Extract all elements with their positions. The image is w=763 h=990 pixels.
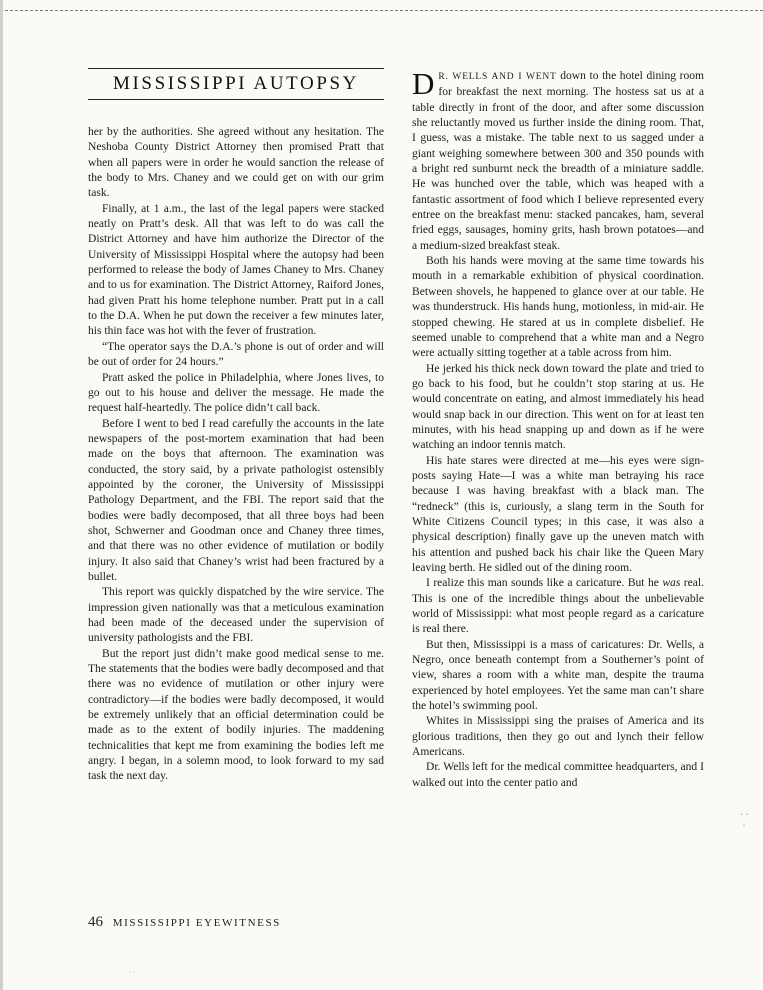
column-right-paragraphs xyxy=(412,254,704,791)
page-top-edge xyxy=(0,0,763,11)
paragraph: I realize this man sounds like a caricature. But he was real. This is one of the incredible things about the unbelievable world of Mississippi: what most people regard as a caricature is real there. xyxy=(412,577,704,636)
paragraph: But the report just didn’t make good medical sense to me. The statements that the bodies were badly decomposed and that there was no evidence of mutilation or other injury were contradictory—if the bodies were badly decomposed, it would be extremely unlikely that an official determination could be made as to the extent of bodily injuries. The maddening technicalities that kept me from examining the bodies left me angry. I began, in a solemn mood, to look forward to my sad task the next day. xyxy=(88,647,384,783)
lead-paragraph xyxy=(412,66,704,254)
drop-cap: D xyxy=(412,66,435,101)
paragraph: His hate stares were directed at me—his eyes were sign-posts saying Hate—I was a white man betraying his race because I was having breakfast with a black man. The “redneck” (this is, curiously, a slang term in the South for White Citizens Council types; in this case, it was also a physical description) finally gave up the uneven match with his attention and pushed back his chair like the Queen Mary leaving berth. He sidled out of the dining room. xyxy=(412,454,704,574)
paragraph: Finally, at 1 a.m., the last of the legal papers were stacked neatly on Pratt’s desk. All that was left to do was call the District Attorney and have him authorize the Director of the University of Mississippi Hospital where the autopsy had been performed to release the body of James Chaney to Mrs. Chaney and to us for examination. The District Attorney, Raiford Jones, had given Pratt his home telephone number. Pratt put in a call to the D.A. When he put down the receiver a few minutes later, his thin face was hot with the fever of frustration. xyxy=(88,202,384,338)
paragraph: her by the authorities. She agreed without any hesitation. The Neshoba County District Attorney then promised Pratt that when all papers were in order he would sanction the release of the body to Mrs. Chaney and we could get on with our grim task. xyxy=(88,126,384,200)
paragraph: “The operator says the D.A.’s phone is out of order and will be out of order for 24 hours.” xyxy=(88,340,384,369)
page-left-edge xyxy=(0,0,3,990)
paragraph: Both his hands were moving at the same time towards his mouth in a remarkable exhibition of physical coordination. Between shovels, he happened to glance over at our table. He was thunderstruck. His hands hung, motionless, in mid-air. He stopped chewing. He stared at us in complete disbelief. He seemed unable to comprehend that a white man and a Negro were actually sitting together at a table across from him. xyxy=(412,255,704,360)
page-number: 46 xyxy=(88,914,103,930)
publication-name: MISSISSIPPI EYEWITNESS xyxy=(112,917,281,929)
paragraph: Pratt asked the police in Philadelphia, where Jones lives, to go out to his house and deliver the message. He made the request half-heartedly. The police didn’t call back. xyxy=(88,371,384,415)
page-footer xyxy=(88,914,281,931)
column-right-body xyxy=(412,66,704,791)
scan-specks-bottom: · · xyxy=(128,968,136,977)
paragraph: Before I went to bed I read carefully the accounts in the late newspapers of the post-mortem examination that had been made on the boys that afternoon. The examination was conducted, the story said, by a private pathologist ostensibly appointed by the coroner, the University of Mississippi Pathology Department, and the FBI. The report said that the bodies were badly decomposed, that all three boys had been shot, Schwerner and Goodman once and Chaney three times, and that there was no other evidence of mutilation or bodily injury. It also said that Chaney’s wrist had been fractured by a bullet. xyxy=(88,417,384,583)
article-heading: MISSISSIPPI AUTOPSY xyxy=(88,68,384,100)
scan-specks: · · · xyxy=(739,810,749,832)
paragraph: But then, Mississippi is a mass of caricatures: Dr. Wells, a Negro, once beneath contempt from a Southerner’s point of view, shares a room with a white man, despite the trauma experienced by hotel employees. Yet the same man can’t share the hotel’s swimming pool. xyxy=(412,638,704,713)
column-left-body xyxy=(88,125,384,785)
emphasis: was xyxy=(662,577,681,590)
paragraph: Dr. Wells left for the medical committee headquarters, and I walked out into the center patio and xyxy=(412,761,704,789)
lead-smallcaps: R. WELLS AND I WENT xyxy=(438,72,557,82)
paragraph: Whites in Mississippi sing the praises of America and its glorious traditions, then they go out and lynch their fellow Americans. xyxy=(412,715,704,759)
lead-text: down to the hotel dining room for breakfast the next morning. The hostess sat us at a table directly in front of the door, and after some discussion she reluctantly moved us further inside the dining room. That, I guess, was a mistake. The table next to us sagged under a giant weighing somewhere between 300 and 350 pounds with a bright red sunburnt neck the breadth of a miniature saddle. He was hunched over the table, which was heaped with a fantastic assortment of food which I believe represented every entree on the breakfast menu: stacked pancakes, ham, several fried eggs, sausages, hominy grits, hash brown potatoes—and a medium-sized breakfast steak. xyxy=(412,70,704,252)
paragraph: He jerked his thick neck down toward the plate and tried to go back to his food, but he couldn’t stop staring at us. He would concentrate on eating, and almost immediately his head would snap back in our direction. This went on for at least ten minutes, with his head snapping up and down as if he were watching an indoor tennis match. xyxy=(412,362,704,452)
paragraph: This report was quickly dispatched by the wire service. The impression given nationally was that a meticulous examination had been made of the deceased under the supervision of university pathologists and the FBI. xyxy=(88,586,384,645)
